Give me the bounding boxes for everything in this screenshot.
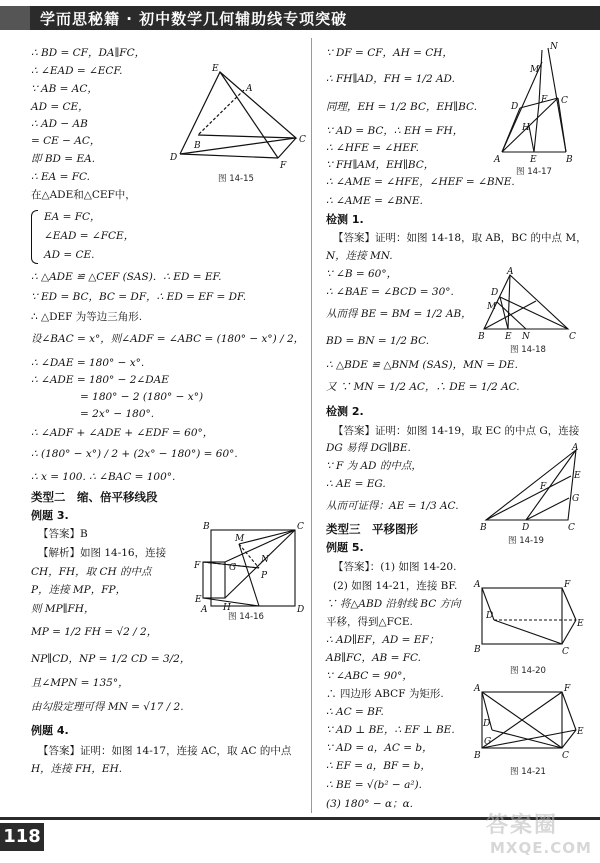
figure-14-21 [470, 682, 585, 762]
fig16-point: E [195, 595, 202, 605]
fig17-point: F [541, 95, 548, 105]
fig21-point: B [474, 751, 481, 761]
text-line: 【答案】证明：如图 14-19，取 EC 的中点 G，连接 [333, 425, 580, 437]
fig21-point: A [474, 684, 481, 694]
fig15-point: C [299, 135, 306, 145]
fig17-point: C [561, 96, 568, 106]
text-line: ∴ BE = √(b² − a²). [326, 779, 422, 791]
fig16-point: M [235, 534, 245, 544]
section-heading: 类型二 缩、倍平移线段 [31, 490, 158, 504]
text-line: ∵ AB = AC， [31, 83, 98, 95]
text-line: ∵ DF = CF，AH = CH， [326, 47, 453, 59]
text-line: ∴ ∠ADE = 180° − 2∠DAE [31, 374, 169, 386]
fig21-point: C [562, 751, 569, 761]
example-heading: 例题 5. [326, 541, 364, 554]
text-line: 设∠BAC = x°，则∠ADF = ∠ABC = (180° − x°) / 2， [31, 333, 305, 345]
fig15-point: F [280, 161, 287, 171]
fig15-point: E [212, 64, 219, 74]
fig19-point: E [574, 471, 581, 481]
text-line: ∴ △BDE ≌ △BNM (SAS)，MN = DE. [326, 359, 518, 371]
text-line: 由勾股定理可得 MN = √17 / 2. [31, 701, 184, 713]
fig16-square [211, 530, 295, 606]
text-line: N，连接 MN. [326, 250, 393, 262]
watermark [486, 808, 596, 858]
fig20-point: D [486, 611, 494, 621]
fig21-point: F [564, 684, 571, 694]
fig18-line-de [500, 297, 508, 329]
fig15-line-fc [278, 138, 296, 158]
text-line: AD = CE， [31, 101, 89, 113]
text-line: 又 ∵ MN = 1/2 AC，∴ DE = 1/2 AC. [326, 381, 520, 393]
text-line: ∴ FH∥AD，FH = 1/2 AD. [326, 73, 455, 85]
text-line: ∴ ∠HFE = ∠HEF. [326, 142, 420, 154]
fig16-small-rect [203, 562, 225, 598]
text-line: 从而可证得：AE = 1/3 AC. [326, 500, 459, 512]
fig16-point: P [261, 571, 268, 581]
text-line: ∴ BD = CF，DA∥FC， [31, 47, 146, 59]
fig21-line-fe [562, 692, 576, 730]
example-heading: 例题 3. [31, 509, 69, 522]
fig18-point: N [522, 332, 530, 342]
text-line: AB∥FC，AB = FC. [326, 652, 422, 664]
fig18-point: B [478, 332, 485, 342]
fig19-point: B [480, 523, 487, 533]
section-heading: 类型三 平移图形 [326, 522, 418, 536]
fig20-rect [482, 588, 562, 644]
text-line: ∴ △ADE ≌ △CEF (SAS)．∴ ED = EF. [31, 271, 222, 283]
fig17-point: D [511, 102, 519, 112]
text-line: ∵ AD ⊥ BE，∴ EF ⊥ BE. [326, 724, 455, 736]
fig18-point: A [507, 267, 514, 277]
text-line: ∵ AD = BC，∴ EH = FH， [326, 125, 464, 137]
text-line: 【解析】如图 14-16，连接 [38, 547, 167, 559]
fig16-point: B [203, 522, 210, 532]
text-line: ∴ ∠DAE = 180° − x°. [31, 357, 145, 369]
figure-14-17 [490, 40, 582, 168]
text-line: ∴ EA = FC. [31, 171, 91, 183]
fig17-point: M [530, 65, 540, 75]
fig17-point: H [522, 123, 530, 133]
answer-line: 【答案】B [38, 528, 88, 540]
fig19-point: F [540, 482, 547, 492]
text-line: ∴ ∠EAD = ∠ECF. [31, 65, 123, 77]
text-line: ∵ FH∥AM，EH∥BC， [326, 159, 435, 171]
system-brace [31, 210, 38, 264]
fig16-point: H [223, 603, 231, 613]
fig16-point: C [297, 522, 304, 532]
text-line: ∴ EF = a，BF = b， [326, 760, 431, 772]
column-divider [311, 38, 312, 813]
text-line: ∴ △DEF 为等边三角形. [31, 311, 143, 323]
text-line: P，连接 MP，FP， [31, 584, 127, 596]
watermark-url: MXQE.COM [490, 839, 592, 857]
text-line: 【答案】证明：如图 14-17，连接 AC，取 AC 的中点 [38, 745, 292, 757]
text-line: H，连接 FH，EH. [31, 763, 123, 775]
fig15-line-bc [198, 135, 296, 138]
text-line: 则 MP∥FH， [31, 603, 95, 615]
fig15-point: D [170, 153, 178, 163]
text-line: 同理，EH = 1/2 BC，EH∥BC. [326, 101, 478, 113]
text-line: 【答案】证明：如图 14-18，取 AB，BC 的中点 M， [333, 232, 587, 244]
text-line: ∴ ∠AME = ∠BNE. [326, 195, 423, 207]
fig17-line-am [502, 62, 542, 152]
figure-caption: 图 14-19 [508, 536, 544, 546]
fig20-point: E [577, 619, 584, 629]
example-heading: 例题 4. [31, 724, 69, 737]
text-line: ∵ AD = a，AC = b， [326, 742, 433, 754]
fig18-point: M [487, 302, 497, 312]
fig15-point: B [194, 141, 201, 151]
text-line: AD = CE. [44, 249, 95, 261]
fig19-point: D [522, 523, 530, 533]
text-line: ∴ AC = BF. [326, 706, 384, 718]
text-line: 平移，得到△FCE. [326, 616, 413, 628]
fig18-line-mn [497, 302, 526, 329]
fig20-point: F [564, 580, 571, 590]
text-line: ∴ AD∥EF，AD = EF； [326, 634, 440, 646]
figure-caption: 图 14-20 [510, 666, 546, 676]
text-line: ∵ ∠ABC = 90°， [326, 670, 413, 682]
text-line: EA = FC， [44, 211, 101, 223]
page-number: 118 [0, 823, 44, 851]
fig19-point: G [572, 494, 580, 504]
text-line: 且∠MPN = 135°， [31, 677, 129, 689]
fig17-point: B [566, 155, 573, 165]
fig15-point: A [246, 84, 253, 94]
text-line: ∵ ∠B = 60°， [326, 268, 398, 280]
text-line: MP = 1/2 FH = √2 / 2， [31, 626, 158, 638]
fig16-point: D [297, 605, 305, 615]
fig19-line-ad [526, 450, 576, 520]
header-title: 学而思秘籍 · 初中数学几何辅助线专项突破 [40, 10, 348, 28]
exercise-heading: 检测 2. [326, 405, 364, 418]
fig18-point: D [491, 288, 499, 298]
text-line: ∴ AE = EG. [326, 478, 386, 490]
fig17-line-ef [534, 103, 539, 152]
text-line: ∵ F 为 AD 的中点， [326, 460, 422, 472]
text-line: NP∥CD，NP = 1/2 CD = 3/2， [31, 653, 191, 665]
fig20-point: A [474, 580, 481, 590]
text-line: BD = BN = 1/2 BC. [326, 335, 430, 347]
text-line: ∴ ∠AME = ∠HFE，∠HEF = ∠BNE. [326, 176, 515, 188]
fig17-point: E [530, 155, 537, 165]
figure-14-18 [478, 265, 578, 343]
fig16-point: N [261, 555, 269, 565]
fig20-line-ce [562, 620, 576, 644]
text-line: ∴ ∠BAE = ∠BCD = 30°. [326, 286, 454, 298]
fig18-point: E [505, 332, 512, 342]
figure-14-16 [193, 520, 308, 615]
fig18-point: C [569, 332, 576, 342]
figure-caption: 图 14-17 [516, 167, 552, 177]
figure-caption: 图 14-21 [510, 767, 546, 777]
text-line: 【答案】：(1) 如图 14-20. [333, 561, 457, 573]
fig20-point: C [562, 647, 569, 657]
fig19-point: A [572, 443, 579, 453]
page-header [0, 0, 600, 34]
fig21-point: D [483, 719, 491, 729]
text-line: DG 易得 DG∥BE. [326, 442, 411, 454]
fig17-point: N [550, 42, 558, 52]
text-line: 从而得 BE = BM = 1/2 AB， [326, 308, 472, 320]
text-line: ∴ AD − AB [31, 118, 88, 130]
text-line: = 2x° − 180°. [80, 408, 155, 420]
text-line: 在△ADE和△CEF中， [31, 189, 136, 201]
fig16-point: F [194, 561, 201, 571]
fig15-line-df [180, 154, 278, 158]
text-line: CH，FH，取 CH 的中点 [31, 566, 152, 578]
fig16-point: A [201, 605, 208, 615]
exercise-heading: 检测 1. [326, 213, 364, 226]
figure-caption: 图 14-16 [228, 612, 264, 622]
text-line: ∴ (180° − x°) / 2 + (2x° − 180°) = 60°. [31, 448, 238, 460]
fig19-triangle [486, 450, 576, 520]
fig16-line [239, 530, 295, 544]
fig20-line-fe [562, 588, 576, 620]
text-line: ∴ ∠ADF + ∠ADE + ∠EDF = 60°， [31, 427, 214, 439]
text-line: ∴ x = 100. ∴ ∠BAC = 100°. [31, 471, 176, 483]
text-line: (3) 180° − α；α. [326, 798, 413, 810]
text-line: ∵ 将△ABD 沿射线 BC 方向 [326, 598, 461, 610]
text-line: (2) 如图 14-21，连接 BF. [333, 580, 458, 592]
fig19-line-be [486, 476, 571, 520]
fig20-line-dc [494, 620, 562, 644]
fig17-point: A [494, 155, 501, 165]
figure-14-15 [168, 60, 310, 170]
fig19-point: C [568, 523, 575, 533]
text-line: ∠EAD = ∠FCE， [44, 230, 135, 242]
fig21-point: G [484, 737, 492, 747]
figure-14-19 [478, 443, 581, 534]
figure-14-20 [470, 578, 585, 658]
text-line: = CE − AC， [31, 135, 101, 147]
fig21-point: E [577, 727, 584, 737]
fig20-point: B [474, 645, 481, 655]
text-line: ∵ ED = BC，BC = DF，∴ ED = EF = DF. [31, 291, 247, 303]
text-line: = 180° − 2 (180° − x°) [80, 391, 204, 403]
text-line: ∴ 四边形 ABCF 为矩形. [326, 688, 444, 700]
text-line: 即 BD = EA. [31, 153, 96, 165]
fig16-point: G [229, 563, 237, 573]
header-decoration [0, 6, 30, 30]
fig19-line-dg [526, 498, 569, 520]
fig18-triangle [484, 275, 568, 329]
figure-caption: 图 14-15 [218, 174, 254, 184]
watermark-logo-text: 答案圈 [486, 813, 559, 838]
figure-caption: 图 14-18 [510, 345, 546, 355]
